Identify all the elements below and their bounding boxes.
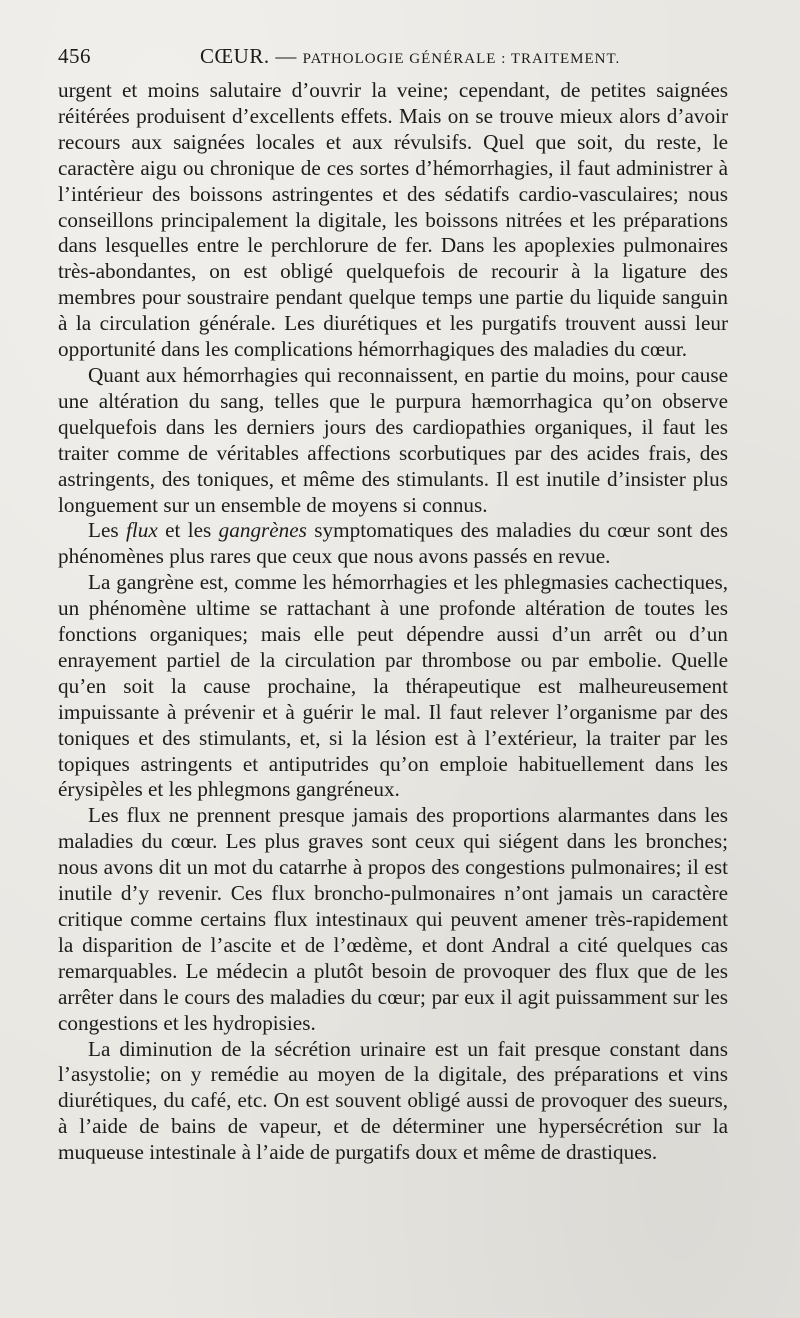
page-header [58,44,728,78]
paragraph-flux-gangrene-intro [58,518,728,570]
page-number: 456 [58,44,91,68]
text-span: et les [157,518,219,543]
paragraph-blood-alteration: Quant aux hémorrhagies qui reconnaissent, en partie du moins, pour cause une altération du sang, telles que le purpura hæmorrhagica qu’on observe quelquefois dans les derniers jours des cardiopathies organiques, il faut les traiter comme de véritables affections scorbutiques par des acides frais, des astringents, des toniques, et même des stimulants. Il est inutile d’insister plus longuement sur un ensemble de moyens si connus. [58,362,728,517]
body-text [58,78,728,1166]
paragraph-hemorrhage-treatment: urgent et moins salutaire d’ouvrir la veine; cependant, de petites saignées réitérées produisent d’excellents effets. Mais on se trouve mieux alors d’avoir recours aux saignées locales et aux révulsifs. Quel que soit, du reste, le caractère aigu ou chronique de ces sortes d’hémorrhagies, il faut administrer à l’intérieur des boissons astringentes et des sédatifs cardio-vasculaires; nous conseillons principalement la digitale, les boissons nitrées et les préparations dans lesquelles entre le perchlorure de fer. Dans les apoplexies pulmonaires très-abondantes, on est obligé quelquefois de recourir à la ligature des membres pour soustraire pendant quelque temps une partie du liquide sanguin à la circulation générale. Les diurétiques et les purgatifs trouvent aussi leur opportunité dans les complications hémorrhagiques des maladies du cœur. [58,78,728,362]
text-span: symptomatiques des maladies du cœur sont des phénomènes plus rares que ceux que nous avons passés en revue. [58,518,729,569]
book-page [58,44,728,1166]
paragraph-flux: Les flux ne prennent presque jamais des proportions alarmantes dans les maladies du cœur. Les plus graves sont ceux qui siégent dans les bronches; nous avons dit un mot du catarrhe à propos des congestions pulmonaires; il est inutile d’y revenir. Ces flux broncho-pulmonaires n’ont jamais un caractère critique comme certains flux intestinaux qui peuvent amener très-rapidement la disparition de l’ascite et de l’œdème, et dont Andral a cité quelques cas remarquables. Le médecin a plutôt besoin de provoquer des flux que de les arrêter dans le cours des maladies du cœur; par eux il agit puissamment sur les congestions et les hydropisies. [58,803,728,1035]
italic-term-gangrenes: gangrènes [218,518,307,543]
running-head-main: CŒUR. — [200,44,297,68]
running-head-subtitle: PATHOLOGIE GÉNÉRALE : TRAITEMENT. [302,51,621,67]
text-span: Les [88,518,126,543]
italic-term-flux: flux [125,518,158,543]
paragraph-urinary-secretion: La diminution de la sécrétion urinaire est un fait presque constant dans l’asystolie; on y remédie au moyen de la digitale, des préparations et vins diurétiques, du café, etc. On est souvent obligé aussi de provoquer des sueurs, à l’aide de bains de vapeur, et de déterminer une hypersécrétion sur la muqueuse intestinale à l’aide de purgatifs doux et même de drastiques. [58,1036,728,1165]
paragraph-gangrene: La gangrène est, comme les hémorrhagies et les phlegmasies cachectiques, un phénomène ultime se rattachant à une profonde altération de toutes les fonctions organiques; mais elle peut dépendre aussi d’un arrêt ou d’un enrayement partiel de la circulation par thrombose ou par embolie. Quelle qu’en soit la cause prochaine, la thérapeutique est malheureusement impuissante à prévenir et à guérir le mal. Il faut relever l’organisme par des toniques et des stimulants, et, si la lésion est à l’extérieur, la traiter par les topiques astringents et antiputrides qu’on emploie habituellement dans les érysipèles et les phlegmons gangréneux. [58,570,728,802]
running-head [200,44,620,69]
